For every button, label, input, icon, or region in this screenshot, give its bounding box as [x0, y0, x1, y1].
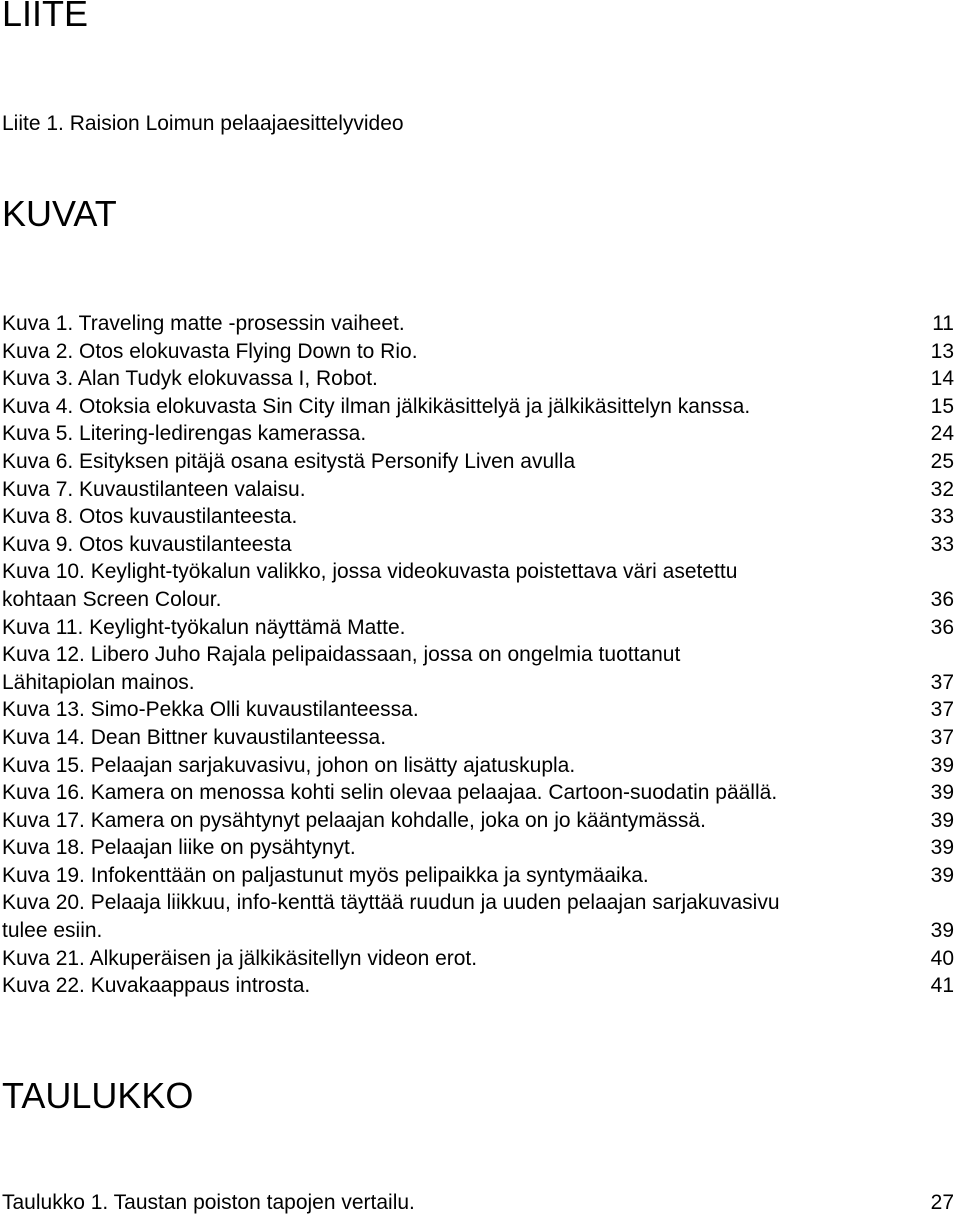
figure-entry-line [2, 917, 954, 945]
figure-entry-line [2, 779, 954, 807]
figure-entry-line [2, 365, 954, 393]
figure-entry-title: Kuva 14. Dean Bittner kuvaustilanteessa. [2, 725, 387, 749]
figure-entry-title: tulee esiin. [2, 919, 103, 943]
figure-entry-page-number: 39 [930, 753, 954, 777]
figure-entry-line [2, 752, 954, 780]
figure-entry-title: Kuva 10. Keylight-työkalun valikko, jossa videokuvasta poistettava väri asetettu [2, 560, 738, 584]
tables-list [2, 1189, 954, 1217]
figure-entry-line [2, 338, 954, 366]
figure-entry-title: Kuva 4. Otoksia elokuvasta Sin City ilman jälkikäsittelyä ja jälkikäsittelyn kanssa. [2, 394, 751, 418]
figure-entry-title: Kuva 19. Infokenttään on paljastunut myös pelipaikka ja syntymäaika. [2, 863, 649, 887]
figure-entry [2, 338, 954, 366]
figure-entry-title: Kuva 1. Traveling matte -prosessin vaiheet. [2, 312, 405, 335]
table-entry-line [2, 1189, 954, 1217]
figure-entry-page-number: 40 [930, 946, 954, 970]
heading-kuvat: KUVAT [2, 193, 117, 234]
figure-entry [2, 889, 954, 944]
figure-entry-line [2, 476, 954, 504]
figure-entry-title: Kuva 5. Litering-ledirengas kamerassa. [2, 422, 367, 446]
figure-entry-title: Kuva 16. Kamera on menossa kohti selin olevaa pelaajaa. Cartoon-suodatin päällä. [2, 781, 778, 805]
figure-entry-line [2, 586, 954, 614]
figure-entry-page-number: 14 [930, 367, 954, 391]
figure-entry-page-number: 41 [930, 974, 954, 998]
figure-entry-page-number: 15 [930, 394, 954, 418]
table-entry [2, 1189, 954, 1217]
figure-entry-line [2, 862, 954, 890]
figure-entry-title: Kuva 11. Keylight-työkalun näyttämä Matte. [2, 615, 406, 639]
figure-entry-line [2, 669, 954, 697]
figure-entry-line [2, 503, 954, 531]
figure-entry-title: kohtaan Screen Colour. [2, 587, 222, 611]
figure-entry-line [2, 420, 954, 448]
figure-entry [2, 448, 954, 476]
figure-entry-line [2, 889, 954, 917]
figure-entry [2, 641, 954, 696]
figure-entry-title: Kuva 7. Kuvaustilanteen valaisu. [2, 477, 306, 501]
figure-entry-title: Kuva 15. Pelaajan sarjakuvasivu, johon on lisätty ajatuskupla. [2, 753, 576, 777]
figure-entry-line [2, 834, 954, 862]
figure-entry [2, 420, 954, 448]
table-entry-title: Taulukko 1. Taustan poiston tapojen vertailu. [2, 1191, 415, 1214]
figure-entry-line [2, 807, 954, 835]
figure-entry [2, 807, 954, 835]
figure-entry [2, 972, 954, 1000]
figure-entry-page-number: 32 [930, 477, 954, 501]
figure-entry [2, 503, 954, 531]
figure-entry-title: Kuva 9. Otos kuvaustilanteesta [2, 532, 292, 556]
figure-entry-page-number: 39 [930, 808, 954, 832]
appendix-entry: Liite 1. Raision Loimun pelaajaesittelyvideo [2, 112, 404, 135]
figure-entry-page-number: 33 [930, 532, 954, 556]
figure-entry [2, 614, 954, 642]
figure-entry-page-number: 37 [930, 698, 954, 722]
figure-entry [2, 365, 954, 393]
figure-entry-page-number: 39 [930, 781, 954, 805]
figure-entry-title: Kuva 22. Kuvakaappaus introsta. [2, 974, 311, 998]
table-entry-page-number: 27 [930, 1191, 954, 1214]
figure-entry [2, 310, 954, 338]
figure-entry-line [2, 945, 954, 973]
figure-entry-line [2, 531, 954, 559]
figure-entry-line [2, 310, 954, 338]
figure-entry-title: Kuva 3. Alan Tudyk elokuvassa I, Robot. [2, 367, 378, 391]
figure-entry-title: Kuva 6. Esityksen pitäjä osana esitystä Personify Liven avulla [2, 449, 576, 473]
figure-entry [2, 752, 954, 780]
figure-entry-title: Kuva 17. Kamera on pysähtynyt pelaajan kohdalle, joka on jo kääntymässä. [2, 808, 706, 832]
figure-entry-line [2, 972, 954, 1000]
figure-entry-line [2, 696, 954, 724]
figure-entry-line [2, 641, 954, 669]
figure-entry-page-number: 33 [930, 505, 954, 529]
figure-entry-page-number: 36 [930, 587, 954, 611]
figure-entry-title: Kuva 2. Otos elokuvasta Flying Down to Rio. [2, 339, 418, 363]
figure-entry-line [2, 448, 954, 476]
figure-entry-page-number: 24 [930, 422, 954, 446]
figure-entry-line [2, 614, 954, 642]
figure-entry-line [2, 393, 954, 421]
heading-taulukko: TAULUKKO [2, 1075, 194, 1116]
figure-entry [2, 558, 954, 613]
figure-entry-title: Kuva 12. Libero Juho Rajala pelipaidassaan, jossa on ongelmia tuottanut [2, 643, 681, 667]
figure-entry-title: Kuva 13. Simo-Pekka Olli kuvaustilanteessa. [2, 698, 419, 722]
figure-entry-page-number: 13 [930, 339, 954, 363]
figure-entry-title: Lähitapiolan mainos. [2, 670, 195, 694]
figure-entry-page-number: 37 [930, 725, 954, 749]
figures-list [2, 310, 954, 1000]
figure-entry-title: Kuva 21. Alkuperäisen ja jälkikäsitellyn videon erot. [2, 946, 478, 970]
figure-entry [2, 834, 954, 862]
figure-entry-title: Kuva 20. Pelaaja liikkuu, info-kenttä täyttää ruudun ja uuden pelaajan sarjakuvasivu [2, 891, 780, 915]
figure-entry-line [2, 724, 954, 752]
heading-liite: LIITE [2, 0, 89, 34]
figure-entry-page-number: 39 [930, 919, 954, 943]
figure-entry-page-number: 25 [930, 449, 954, 473]
figure-entry [2, 724, 954, 752]
figure-entry-page-number: 11 [932, 312, 954, 335]
figure-entry-page-number: 39 [930, 863, 954, 887]
figure-entry-line [2, 558, 954, 586]
figure-entry-page-number: 36 [930, 615, 954, 639]
figure-entry-title: Kuva 18. Pelaajan liike on pysähtynyt. [2, 836, 356, 860]
figure-entry [2, 779, 954, 807]
figure-entry [2, 393, 954, 421]
figure-entry-title: Kuva 8. Otos kuvaustilanteesta. [2, 505, 298, 529]
figure-entry-page-number: 39 [930, 836, 954, 860]
figure-entry [2, 945, 954, 973]
figure-entry-page-number: 37 [930, 670, 954, 694]
figure-entry [2, 862, 954, 890]
figure-entry [2, 531, 954, 559]
figure-entry [2, 696, 954, 724]
figure-entry [2, 476, 954, 504]
